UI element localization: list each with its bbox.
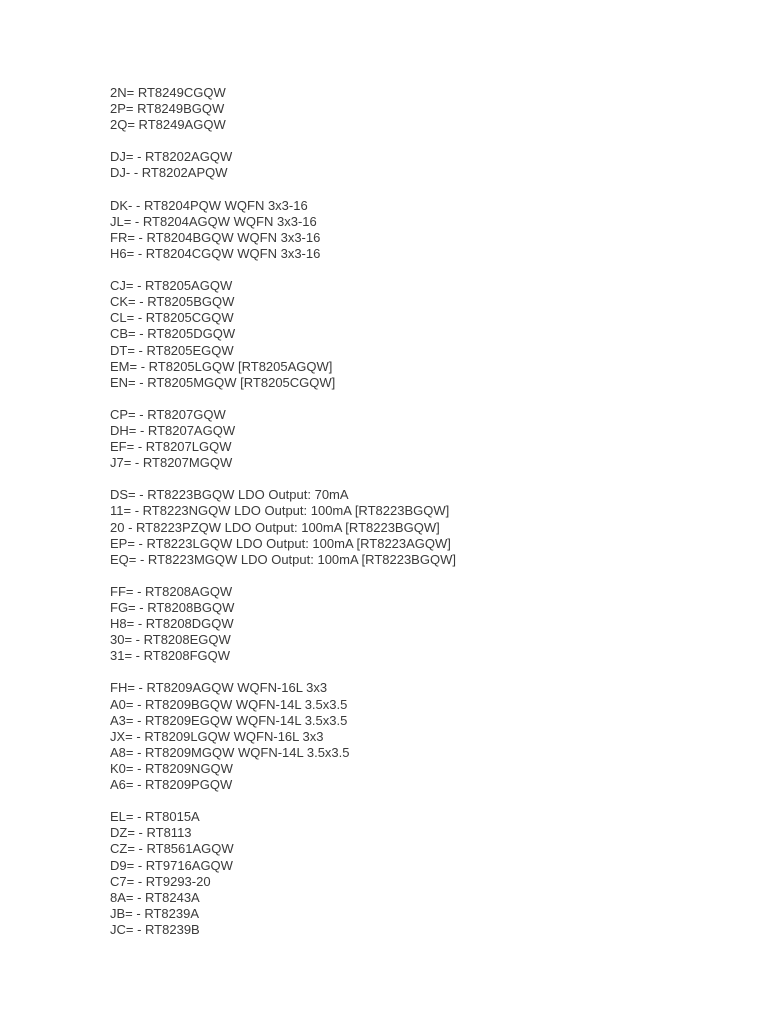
part-code-group: [110, 198, 730, 262]
part-code-line: CL= - RT8205CGQW: [110, 310, 234, 326]
part-code-line: EF= - RT8207LGQW: [110, 439, 232, 455]
part-code-group: [110, 584, 730, 664]
part-code-line: DZ= - RT8113: [110, 825, 192, 841]
part-code-line: JX= - RT8209LGQW WQFN-16L 3x3: [110, 728, 324, 744]
document-page: [110, 85, 730, 954]
part-code-line: K0= - RT8209NGQW: [110, 760, 233, 776]
part-code-line: EQ= - RT8223MGQW LDO Output: 100mA [RT8223BGQW]: [110, 551, 456, 567]
part-code-line: FF= - RT8208AGQW: [110, 583, 233, 599]
part-code-line: DJ= - RT8202AGQW: [110, 149, 233, 165]
part-code-line: JL= - RT8204AGQW WQFN 3x3-16: [110, 213, 317, 229]
part-code-line: DJ- - RT8202APQW: [110, 165, 228, 181]
part-code-line: J7= - RT8207MGQW: [110, 455, 233, 471]
part-code-group: [110, 85, 730, 133]
part-code-line: 30= - RT8208EGQW: [110, 632, 231, 648]
part-code-group: [110, 149, 730, 181]
part-code-line: CP= - RT8207GQW: [110, 406, 226, 422]
part-code-line: FG= - RT8208BGQW: [110, 600, 235, 615]
part-code-line: JC= - RT8239B: [110, 921, 200, 937]
part-code-line: EN= - RT8205MGQW [RT8205CGQW]: [110, 374, 336, 390]
part-code-line: FH= - RT8209AGQW WQFN-16L 3x3: [110, 680, 328, 696]
part-code-group: [110, 487, 730, 567]
part-code-line: C7= - RT9293-20: [110, 873, 211, 889]
part-code-line: A3= - RT8209EGQW WQFN-14L 3.5x3.5: [110, 712, 348, 728]
part-code-line: CJ= - RT8205AGQW: [110, 278, 233, 294]
part-code-group: [110, 278, 730, 391]
part-code-line: CB= - RT8205DGQW: [110, 326, 236, 342]
part-code-line: H6= - RT8204CGQW WQFN 3x3-16: [110, 245, 321, 261]
part-code-line: DH= - RT8207AGQW: [110, 422, 236, 438]
part-code-line: 2P= RT8249BGQW: [110, 101, 225, 117]
part-code-group: [110, 680, 730, 793]
part-code-line: DK- - RT8204PQW WQFN 3x3-16: [110, 197, 308, 213]
part-code-group: [110, 809, 730, 938]
part-code-line: A6= - RT8209PGQW: [110, 777, 233, 793]
part-code-line: A0= - RT8209BGQW WQFN-14L 3.5x3.5: [110, 696, 348, 712]
part-code-line: EM= - RT8205LGQW [RT8205AGQW]: [110, 358, 333, 374]
part-code-line: 11= - RT8223NGQW LDO Output: 100mA [RT8223BGQW]: [110, 503, 450, 519]
part-code-line: CK= - RT8205BGQW: [110, 294, 235, 310]
part-code-line: JB= - RT8239A: [110, 905, 200, 921]
part-code-line: EP= - RT8223LGQW LDO Output: 100mA [RT8223AGQW]: [110, 535, 451, 551]
part-code-line: EL= - RT8015A: [110, 809, 200, 825]
part-code-line: 2Q= RT8249AGQW: [110, 117, 226, 133]
part-code-line: D9= - RT9716AGQW: [110, 857, 233, 873]
part-code-line: 2N= RT8249CGQW: [110, 85, 226, 100]
part-code-line: DT= - RT8205EGQW: [110, 342, 234, 358]
part-code-line: FR= - RT8204BGQW WQFN 3x3-16: [110, 229, 321, 245]
part-code-line: 8A= - RT8243A: [110, 889, 200, 905]
part-code-line: 31= - RT8208FGQW: [110, 648, 231, 664]
part-code-line: DS= - RT8223BGQW LDO Output: 70mA: [110, 487, 349, 503]
part-code-group: [110, 407, 730, 471]
part-code-line: 20 - RT8223PZQW LDO Output: 100mA [RT8223BGQW]: [110, 519, 440, 535]
part-code-line: CZ= - RT8561AGQW: [110, 841, 234, 857]
part-code-line: A8= - RT8209MGQW WQFN-14L 3.5x3.5: [110, 744, 350, 760]
part-code-line: H8= - RT8208DGQW: [110, 616, 234, 632]
